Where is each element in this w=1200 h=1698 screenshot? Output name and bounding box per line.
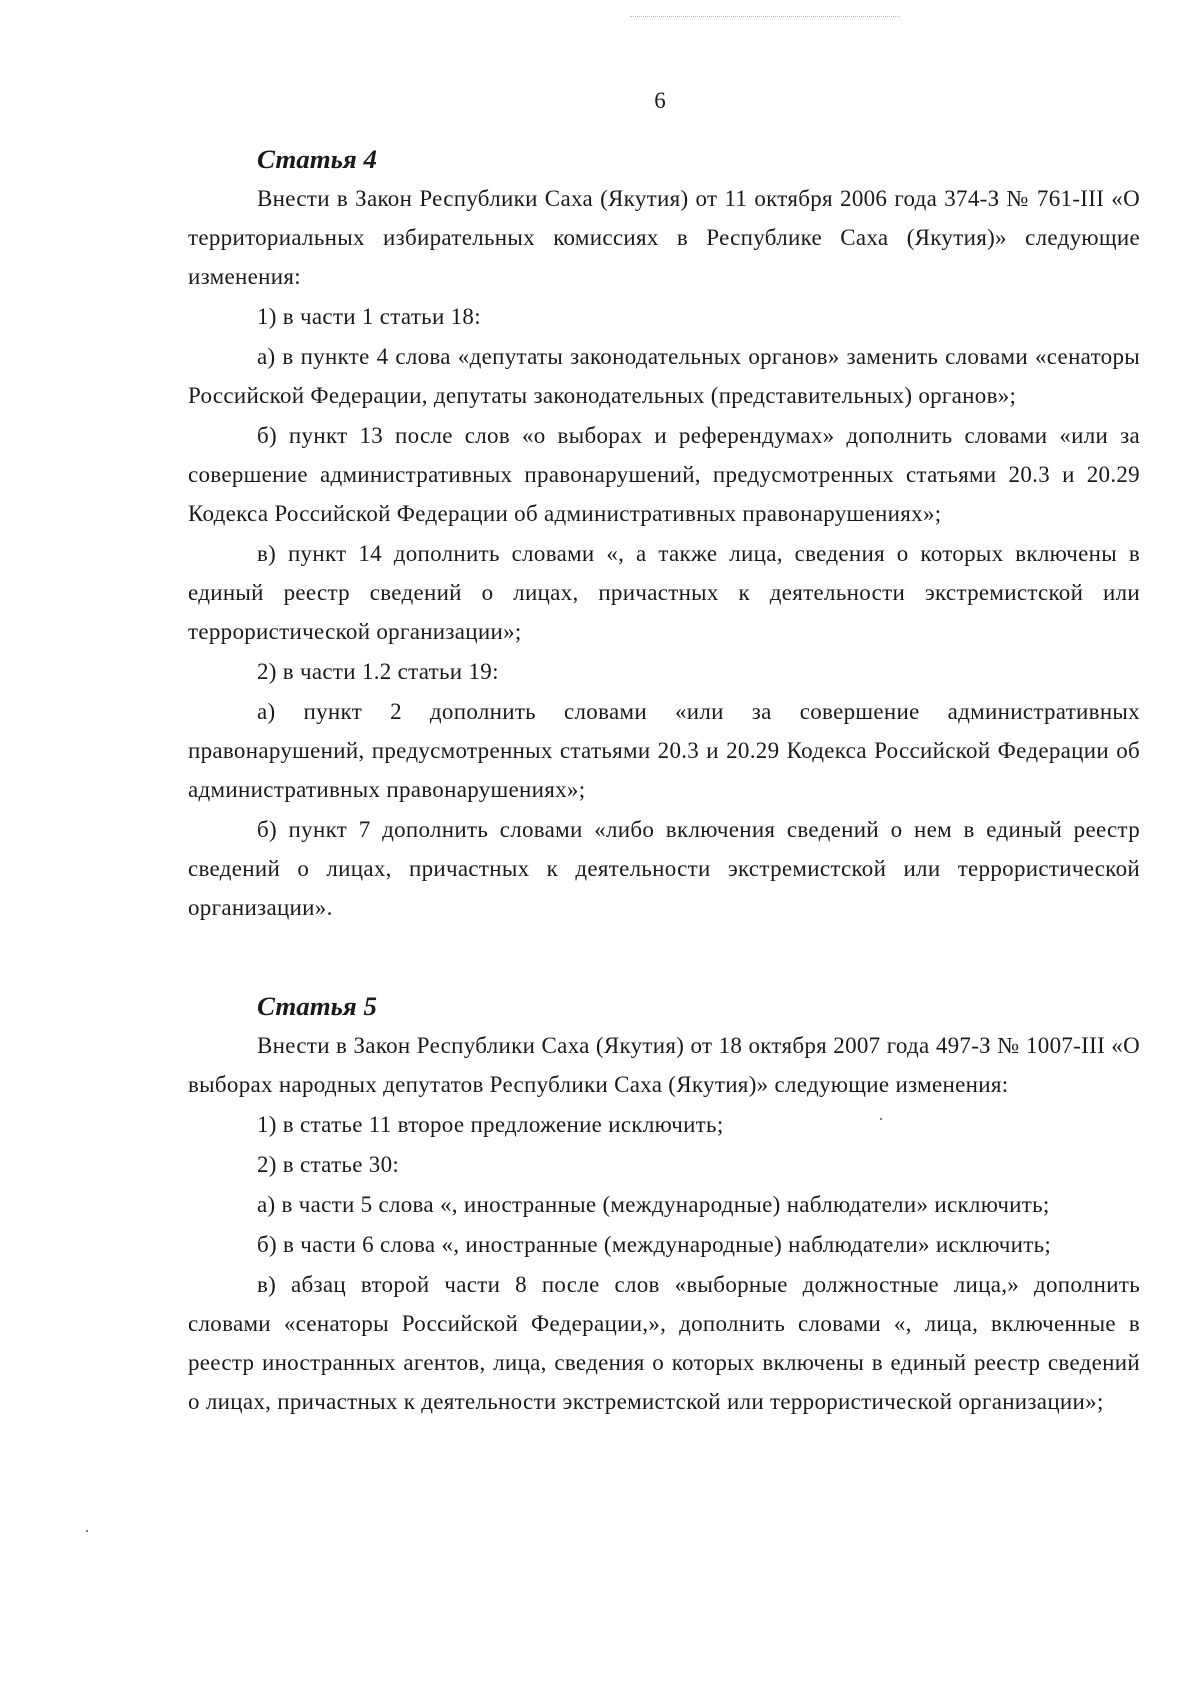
paragraph: 1) в статье 11 второе предложение исключить; bbox=[257, 1112, 724, 1137]
paragraph: а) в части 5 слова «, иностранные (международные) наблюдатели» исключить; bbox=[257, 1192, 1050, 1217]
paragraph: в) пункт 14 дополнить словами «, а также лица, сведения о которых включены в единый реестр сведений о лицах, причастных к деятельности экстремистской или террористической организации»; bbox=[188, 541, 1140, 644]
paragraph: б) пункт 13 после слов «о выборах и референдумах» дополнить словами «или за совершение административных правонарушений, предусмотренных статьями 20.3 и 20.29 Кодекса Российской Федерации об административных правонарушениях»; bbox=[188, 423, 1140, 526]
article-4 bbox=[188, 140, 1140, 927]
article-title: Статья 5 bbox=[257, 991, 377, 1021]
paragraph: а) пункт 2 дополнить словами «или за совершение административных правонарушений, предусмотренных статьями 20.3 и 20.29 Кодекса Российской Федерации об административных правонарушениях»; bbox=[188, 699, 1140, 802]
paragraph: Внести в Закон Республики Саха (Якутия) от 18 октября 2007 года 497-З № 1007-III «О выборах народных депутатов Республики Саха (Якутия)» следующие изменения: bbox=[188, 1033, 1140, 1097]
document-body bbox=[188, 140, 1140, 1421]
paragraph: б) пункт 7 дополнить словами «либо включения сведений о нем в единый реестр сведений о лицах, причастных к деятельности экстремистской или террористической организации». bbox=[188, 817, 1140, 920]
article-5 bbox=[188, 987, 1140, 1421]
paragraph: б) в части 6 слова «, иностранные (международные) наблюдатели» исключить; bbox=[257, 1232, 1052, 1257]
scan-speck bbox=[86, 1530, 88, 1532]
paragraph: 2) в части 1.2 статьи 19: bbox=[257, 659, 499, 684]
article-title: Статья 4 bbox=[257, 144, 377, 174]
paragraph: в) абзац второй части 8 после слов «выборные должностные лица,» дополнить словами «сенаторы Российской Федерации,», дополнить словами «, лица, включенные в реестр иностранных агентов, лица, сведения о которых включены в единый реестр сведений о лицах, причастных к деятельности экстремистской или террористической организации»; bbox=[188, 1272, 1140, 1414]
paragraph: 2) в статье 30: bbox=[257, 1152, 400, 1177]
scan-artifact bbox=[630, 16, 900, 19]
paragraph: а) в пункте 4 слова «депутаты законодательных органов» заменить словами «сенаторы Российской Федерации, депутаты законодательных (представительных) органов»; bbox=[188, 344, 1140, 408]
paragraph: Внести в Закон Республики Саха (Якутия) от 11 октября 2006 года 374-З № 761-III «О территориальных избирательных комиссиях в Республике Саха (Якутия)» следующие изменения: bbox=[188, 186, 1140, 289]
paragraph: 1) в части 1 статьи 18: bbox=[257, 304, 481, 329]
page-number: 6 bbox=[654, 88, 666, 113]
